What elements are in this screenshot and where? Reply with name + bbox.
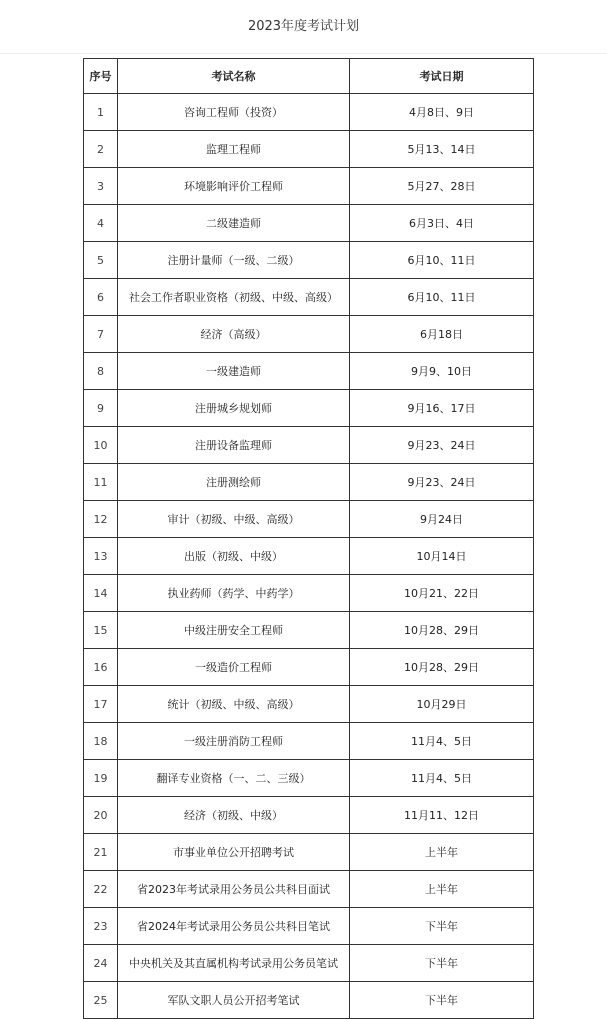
row-exam-date: 5月13、14日 (350, 131, 534, 168)
row-exam-date: 10月21、22日 (350, 575, 534, 612)
row-exam-date: 10月28、29日 (350, 612, 534, 649)
row-exam-date: 11月4、5日 (350, 723, 534, 760)
row-index: 1 (84, 94, 118, 131)
row-index: 22 (84, 871, 118, 908)
table-row (84, 686, 534, 723)
row-index: 23 (84, 908, 118, 945)
row-index: 7 (84, 316, 118, 353)
row-index: 19 (84, 760, 118, 797)
row-exam-date: 11月4、5日 (350, 760, 534, 797)
table-header-row (84, 59, 534, 94)
row-exam-name: 省2023年考试录用公务员公共科目面试 (118, 871, 350, 908)
table-row (84, 427, 534, 464)
row-exam-date: 9月24日 (350, 501, 534, 538)
row-index: 5 (84, 242, 118, 279)
header-exam-name: 考试名称 (118, 59, 350, 94)
row-exam-name: 监理工程师 (118, 131, 350, 168)
row-exam-date: 11月11、12日 (350, 797, 534, 834)
table-row (84, 94, 534, 131)
row-exam-name: 环境影响评价工程师 (118, 168, 350, 205)
table-row (84, 649, 534, 686)
row-exam-name: 统计（初级、中级、高级） (118, 686, 350, 723)
table-row (84, 205, 534, 242)
row-exam-name: 市事业单位公开招聘考试 (118, 834, 350, 871)
row-exam-name: 一级造价工程师 (118, 649, 350, 686)
row-index: 13 (84, 538, 118, 575)
row-index: 8 (84, 353, 118, 390)
row-index: 16 (84, 649, 118, 686)
table-row (84, 242, 534, 279)
row-index: 15 (84, 612, 118, 649)
row-exam-name: 注册城乡规划师 (118, 390, 350, 427)
row-index: 18 (84, 723, 118, 760)
table-row (84, 834, 534, 871)
table-row (84, 390, 534, 427)
row-exam-name: 社会工作者职业资格（初级、中级、高级） (118, 279, 350, 316)
row-exam-date: 4月8日、9日 (350, 94, 534, 131)
row-exam-date: 9月23、24日 (350, 464, 534, 501)
row-exam-date: 6月10、11日 (350, 279, 534, 316)
row-exam-name: 二级建造师 (118, 205, 350, 242)
row-index: 14 (84, 575, 118, 612)
table-row (84, 316, 534, 353)
row-index: 25 (84, 982, 118, 1019)
table-row (84, 612, 534, 649)
row-exam-name: 中级注册安全工程师 (118, 612, 350, 649)
row-exam-name: 出版（初级、中级） (118, 538, 350, 575)
row-exam-name: 注册测绘师 (118, 464, 350, 501)
row-exam-name: 省2024年考试录用公务员公共科目笔试 (118, 908, 350, 945)
row-exam-name: 执业药师（药学、中药学） (118, 575, 350, 612)
row-exam-name: 一级建造师 (118, 353, 350, 390)
row-exam-name: 一级注册消防工程师 (118, 723, 350, 760)
row-index: 12 (84, 501, 118, 538)
row-exam-name: 中央机关及其直属机构考试录用公务员笔试 (118, 945, 350, 982)
page-title: 2023年度考试计划 (0, 0, 607, 54)
row-index: 17 (84, 686, 118, 723)
table-row (84, 723, 534, 760)
row-index: 24 (84, 945, 118, 982)
table-body (84, 94, 534, 1019)
table-row (84, 797, 534, 834)
row-exam-name: 经济（初级、中级） (118, 797, 350, 834)
header-index: 序号 (84, 59, 118, 94)
table-row (84, 353, 534, 390)
row-exam-name: 咨询工程师（投资） (118, 94, 350, 131)
exam-schedule-table (83, 58, 534, 1019)
row-index: 21 (84, 834, 118, 871)
row-exam-name: 军队文职人员公开招考笔试 (118, 982, 350, 1019)
row-exam-name: 注册计量师（一级、二级） (118, 242, 350, 279)
table-row (84, 279, 534, 316)
row-exam-date: 10月29日 (350, 686, 534, 723)
row-exam-date: 6月10、11日 (350, 242, 534, 279)
row-exam-name: 经济（高级） (118, 316, 350, 353)
table-row (84, 871, 534, 908)
table-row (84, 168, 534, 205)
table-row (84, 982, 534, 1019)
table-row (84, 908, 534, 945)
table-row (84, 760, 534, 797)
row-exam-date: 6月3日、4日 (350, 205, 534, 242)
row-exam-date: 10月28、29日 (350, 649, 534, 686)
row-exam-date: 5月27、28日 (350, 168, 534, 205)
row-index: 10 (84, 427, 118, 464)
row-exam-name: 注册设备监理师 (118, 427, 350, 464)
row-exam-date: 上半年 (350, 871, 534, 908)
row-exam-name: 翻译专业资格（一、二、三级） (118, 760, 350, 797)
row-exam-date: 下半年 (350, 908, 534, 945)
row-index: 2 (84, 131, 118, 168)
row-exam-date: 9月9、10日 (350, 353, 534, 390)
row-exam-date: 9月16、17日 (350, 390, 534, 427)
table-row (84, 131, 534, 168)
row-index: 4 (84, 205, 118, 242)
row-index: 11 (84, 464, 118, 501)
row-exam-date: 上半年 (350, 834, 534, 871)
row-exam-date: 下半年 (350, 945, 534, 982)
table-row (84, 538, 534, 575)
row-index: 6 (84, 279, 118, 316)
table-row (84, 575, 534, 612)
row-exam-date: 6月18日 (350, 316, 534, 353)
table-row (84, 464, 534, 501)
row-exam-date: 9月23、24日 (350, 427, 534, 464)
row-exam-date: 下半年 (350, 982, 534, 1019)
row-index: 3 (84, 168, 118, 205)
row-exam-date: 10月14日 (350, 538, 534, 575)
table-row (84, 501, 534, 538)
row-exam-name: 审计（初级、中级、高级） (118, 501, 350, 538)
header-exam-date: 考试日期 (350, 59, 534, 94)
row-index: 9 (84, 390, 118, 427)
table-row (84, 945, 534, 982)
row-index: 20 (84, 797, 118, 834)
exam-schedule-table-wrapper (83, 58, 533, 1019)
